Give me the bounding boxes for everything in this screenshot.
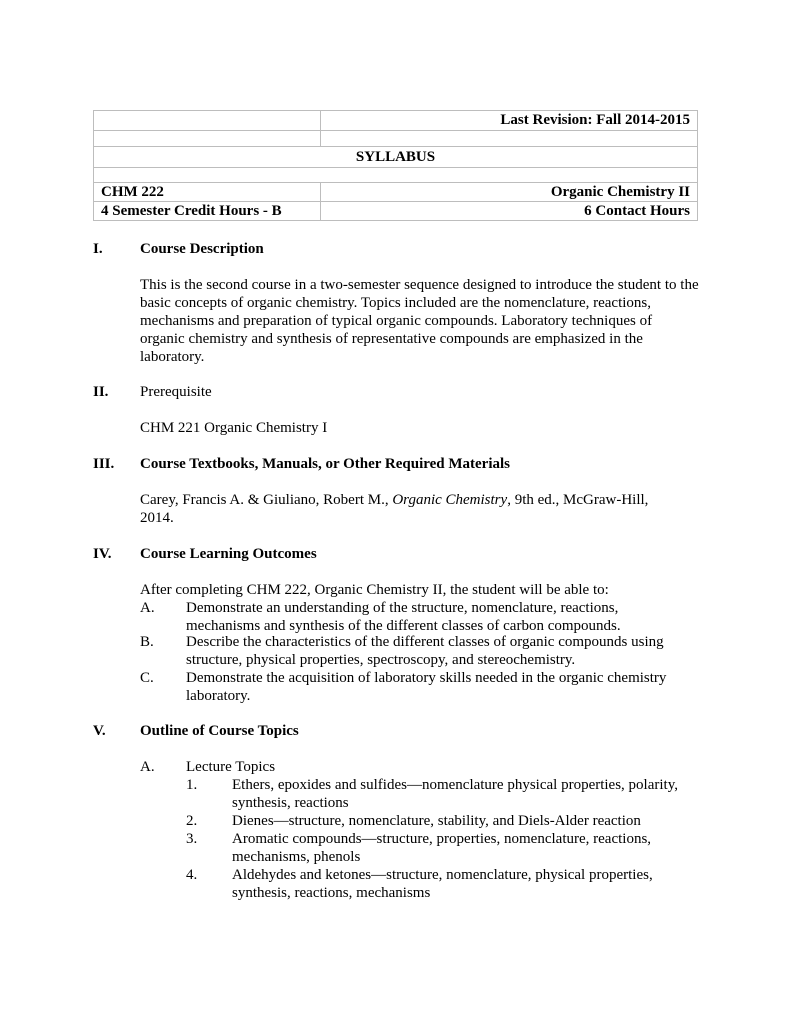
section-heading-outcomes: Course Learning Outcomes (140, 546, 317, 562)
section-heading-course-description: Course Description (140, 241, 264, 257)
textbook-reference (140, 491, 680, 527)
syllabus-title: SYLLABUS (94, 147, 698, 168)
contact-hours: 6 Contact Hours (321, 202, 698, 221)
outcome-text: Demonstrate the acquisition of laboratory skills needed in the organic chemistry laboratory. (186, 670, 667, 704)
credit-hours: 4 Semester Credit Hours - B (94, 202, 321, 221)
header-cell-empty (94, 131, 321, 147)
outcome-text: Demonstrate an understanding of the structure, nomenclature, reactions, mechanisms and synthesis of the different classes of carbon compounds. (186, 600, 621, 634)
outcome-text: Describe the characteristics of the different classes of organic compounds using structure, physical properties, spectroscopy, and stereochemistry. (186, 634, 664, 668)
outcomes-intro: After completing CHM 222, Organic Chemistry II, the student will be able to: (140, 582, 609, 598)
course-code: CHM 222 (94, 183, 321, 202)
subsection-label: A. (140, 759, 155, 775)
topic-number: 1. (186, 777, 198, 793)
header-cell-empty (94, 168, 698, 183)
topic-number: 2. (186, 813, 198, 829)
outcome-label: B. (140, 634, 154, 650)
section-numeral: II. (93, 384, 109, 400)
topic-text: Aldehydes and ketones—structure, nomenclature, physical properties, synthesis, reactions, mechanisms (232, 867, 653, 901)
topic-text: Ethers, epoxides and sulfides—nomenclature physical properties, polarity, synthesis, reactions (232, 777, 678, 811)
header-cell-empty (321, 131, 698, 147)
section-numeral: IV. (93, 546, 112, 562)
section-numeral: I. (93, 241, 103, 257)
header-cell-empty (94, 111, 321, 131)
last-revision: Last Revision: Fall 2014-2015 (321, 111, 698, 131)
topic-number: 4. (186, 867, 198, 883)
course-description-text: This is the second course in a two-semester sequence designed to introduce the student to the basic concepts of organic chemistry. Topics included are the nomenclature, reactions, mechanisms and preparation of typical organic compounds. Laboratory techniques of organic chemistry and synthesis of representative compounds are emphasized in the laboratory. (140, 277, 699, 365)
section-numeral: V. (93, 723, 106, 739)
section-heading-textbooks: Course Textbooks, Manuals, or Other Required Materials (140, 456, 511, 472)
section-heading-outline: Outline of Course Topics (140, 723, 299, 739)
header-table (93, 110, 698, 221)
textbook-edition: , 9th ed., McGraw-Hill, 2014. (140, 492, 649, 526)
prerequisite-text: CHM 221 Organic Chemistry I (140, 420, 328, 436)
section-numeral: III. (93, 456, 115, 472)
subsection-heading-lecture-topics: Lecture Topics (186, 759, 276, 775)
course-name: Organic Chemistry II (321, 183, 698, 202)
topic-text: Dienes—structure, nomenclature, stability, and Diels-Alder reaction (232, 813, 641, 829)
topic-number: 3. (186, 831, 198, 847)
textbook-title: Organic Chemistry (392, 492, 508, 508)
section-heading-prerequisite: Prerequisite (140, 384, 212, 400)
textbook-authors: Carey, Francis A. & Giuliano, Robert M., (140, 492, 393, 508)
outcome-label: A. (140, 600, 155, 616)
topic-text: Aromatic compounds—structure, properties, nomenclature, reactions, mechanisms, phenols (232, 831, 652, 865)
outcome-label: C. (140, 670, 154, 686)
